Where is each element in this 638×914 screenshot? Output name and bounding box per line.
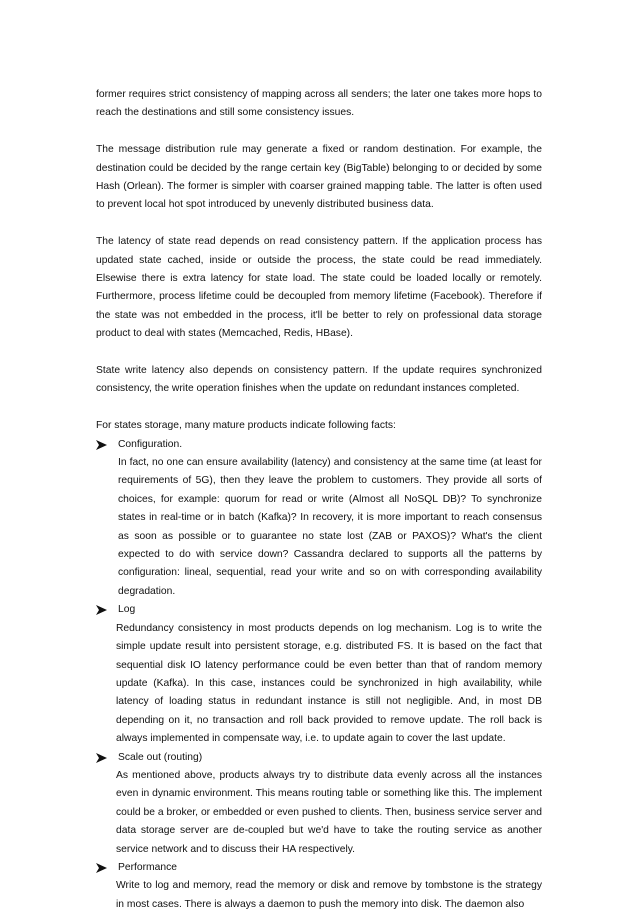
arrow-bullet-icon (96, 859, 110, 877)
bullet-body: As mentioned above, products always try to distribute data evenly across all the instances even in dynamic environment. This means routing table or something like this. The implement could be a broker, or embedded or even pushed to clients. Then, business service server and data storage server are de-coupled but we'd have to take the routing service as another service network and to discuss their HA respectively. (116, 769, 542, 855)
bullet-title: Log (118, 604, 136, 616)
bullet-body: Redundancy consistency in most products depends on log mechanism. Log is to write the simple update result into persistent storage, e.g. distributed FS. It is based on the fact that sequential disk IO latency performance could be even better than that of random memory update (Kafka). In this case, instances could be synchronized in high availability, while latency of loading status in redundant instance is still not negligible. And, in most DB depending on it, no transaction and roll back provided to remove update. The roll back is always implemented in compensate way, i.e. to update again to cover the last update. (116, 622, 542, 745)
paragraph-consistency-hops: former requires strict consistency of mapping across all senders; the later one takes more hops to reach the destinations and still some consistency issues. (96, 89, 542, 119)
document-page (96, 86, 542, 914)
bullet-title: Configuration. (118, 438, 183, 450)
bullet-log (96, 601, 542, 748)
arrow-bullet-icon (96, 436, 110, 454)
bullet-scale-out (96, 749, 542, 859)
paragraph-read-latency: The latency of state read depends on read consistency pattern. If the application process has updated state cached, inside or outside the process, the state could be read immediately. Elsewise there is extra latency for state load. The state could be loaded locally or remotely. Furthermore, process lifetime could be decoupled from memory lifetime (Facebook). Therefore if the state was not embedded in the process, it'll be better to rely on professional data storage product to deal with states (Memcached, Redis, HBase). (96, 236, 542, 340)
bullet-body: Write to log and memory, read the memory or disk and remove by tombstone is the strategy in most cases. There is always a daemon to push the memory into disk. The daemon also (116, 880, 542, 910)
arrow-bullet-icon (96, 601, 110, 619)
bullet-performance (96, 859, 542, 914)
bullet-configuration (96, 436, 542, 602)
paragraph-distribution-rule: The message distribution rule may generate a fixed or random destination. For example, the destination could be decided by the range certain key (BigTable) belonging to or decided by some Hash (Orlean). The former is simpler with coarser grained mapping table. The latter is often used to prevent local hot spot introduced by unevenly distributed business data. (96, 144, 542, 211)
arrow-bullet-icon (96, 749, 110, 767)
storage-facts-intro: For states storage, many mature products indicate following facts: (96, 420, 396, 432)
bullet-body: In fact, no one can ensure availability (latency) and consistency at the same time (at least for requirements of 5G), then they leave the problem to customers. They provide all sorts of choices, for example: quorum for read or write (Almost all NoSQL DB)? To synchronize states in real-time or in batch (Kafka)? In recovery, it is more important to reach consensus as soon as possible or to guarantee no state lost (ZAB or PAXOS)? What's the client expected to do with service down? Cassandra declared to supports all the patterns by configuration: lineal, sequential, read your write and so on with corresponding availability degradation. (118, 457, 542, 597)
paragraph-write-latency: State write latency also depends on consistency pattern. If the update requires synchronized consistency, the write operation finishes when the update on redundant instances completed. (96, 365, 542, 395)
bullet-title: Scale out (routing) (118, 751, 203, 763)
bullet-title: Performance (118, 861, 177, 873)
